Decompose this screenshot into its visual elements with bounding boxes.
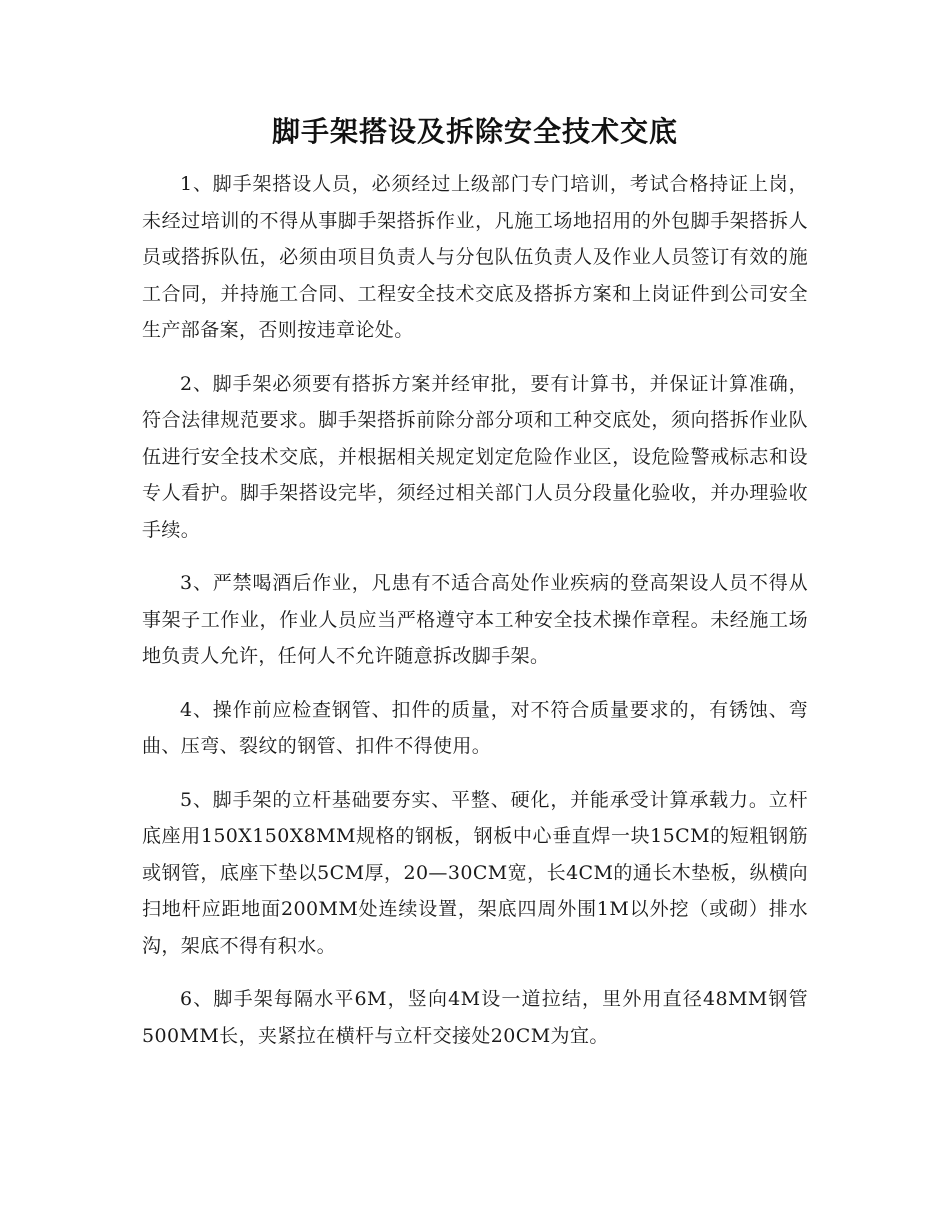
paragraph-2: 2、脚手架必须要有搭拆方案并经审批，要有计算书，并保证计算准确，符合法律规范要求。脚手架搭拆前除分部分项和工种交底处，须向搭拆作业队伍进行安全技术交底，并根据相关规定划定危险作业区，设危险警戒标志和设专人看护。脚手架搭设完毕，须经过相关部门人员分段量化验收，并办理验收手续。 bbox=[142, 372, 808, 541]
paragraph-4: 4、操作前应检查钢管、扣件的质量，对不符合质量要求的，有锈蚀、弯曲、压弯、裂纹的钢管、扣件不得使用。 bbox=[142, 698, 808, 757]
paragraph-6: 6、脚手架每隔水平6M，竖向4M设一道拉结，里外用直径48MM钢管500MM长，夹紧拉在横杆与立杆交接处20CM为宜。 bbox=[142, 988, 808, 1047]
page-title: 脚手架搭设及拆除安全技术交底 bbox=[271, 115, 678, 148]
paragraph-3: 3、严禁喝酒后作业，凡患有不适合高处作业疾病的登高架设人员不得从事架子工作业，作业人员应当严格遵守本工种安全技术操作章程。未经施工场地负责人允许，任何人不允许随意拆改脚手架。 bbox=[142, 572, 808, 667]
document-page bbox=[142, 100, 808, 1071]
paragraph-1: 1、脚手架搭设人员，必须经过上级部门专门培训，考试合格持证上岗，未经过培训的不得从事脚手架搭拆作业，凡施工场地招用的外包脚手架搭拆人员或搭拆队伍，必须由项目负责人与分包队伍负责人及作业人员签订有效的施工合同，并持施工合同、工程安全技术交底及搭拆方案和上岗证件到公司安全生产部备案，否则按违章论处。 bbox=[142, 173, 808, 341]
paragraph-5: 5、脚手架的立杆基础要夯实、平整、硬化，并能承受计算承载力。立杆底座用150X150X8MM规格的钢板，钢板中心垂直焊一块15CM的短粗钢筋或钢管，底座下垫以5CM厚，20—30CM宽，长4CM的通长木垫板，纵横向扫地杆应距地面200MM处连续设置，架底四周外围1M以外挖（或砌）排水沟，架底不得有积水。 bbox=[142, 788, 808, 957]
